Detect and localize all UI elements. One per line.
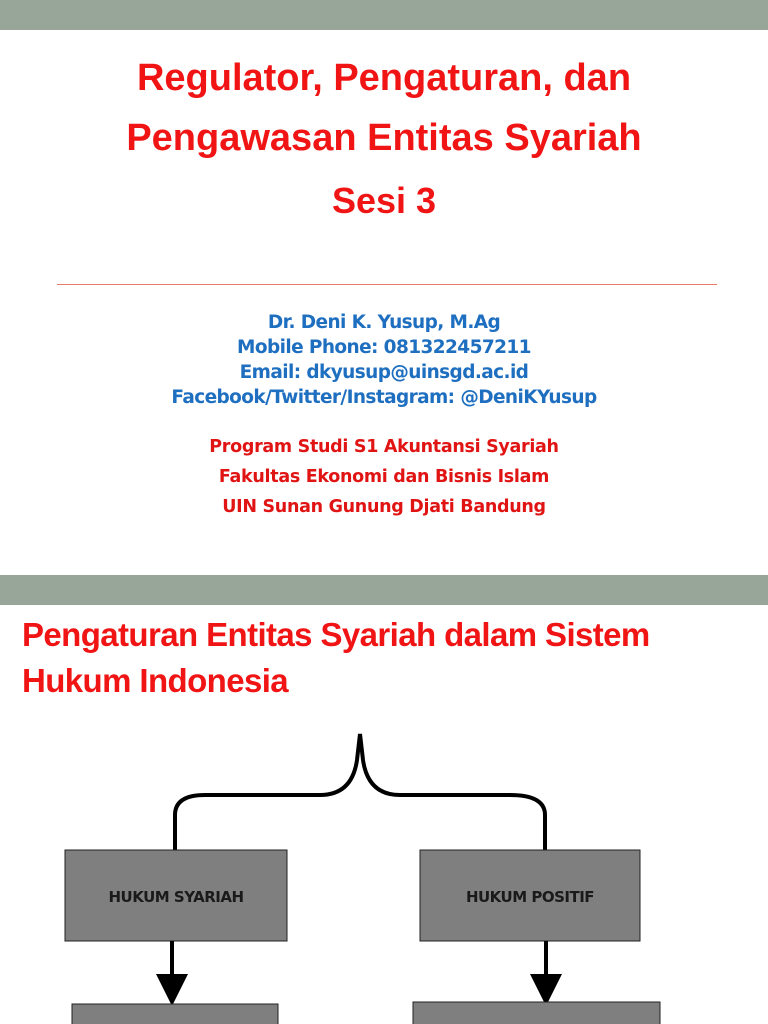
session-label: Sesi 3 [331, 180, 437, 221]
node-child-right [413, 1002, 660, 1024]
title-divider [57, 284, 717, 285]
slide1-title-line2: Pengawasan Entitas Syariah [126, 117, 642, 159]
slide-separator-band [0, 575, 768, 605]
slide2-title-line2: Hukum Indonesia [22, 662, 289, 699]
node-hukum-positif-label: HUKUM POSITIF [465, 888, 595, 906]
slide2-title-line1: Pengaturan Entitas Syariah dalam Sistem [22, 616, 650, 653]
author-name: Dr. Deni K. Yusup, M.Ag [267, 312, 501, 333]
slide2-title [22, 612, 762, 704]
node-child-left [72, 1004, 278, 1024]
author-email: Email: dkyusup@uinsgd.ac.id [239, 362, 529, 383]
node-hukum-syariah-label: HUKUM SYARIAH [108, 888, 244, 906]
affiliation-faculty: Fakultas Ekonomi dan Bisnis Islam [218, 467, 550, 487]
author-block [0, 310, 768, 410]
slide1-title-line1: Regulator, Pengaturan, dan [136, 57, 632, 99]
author-social: Facebook/Twitter/Instagram: @DeniKYusup [171, 387, 597, 408]
slide-top-band [0, 0, 768, 30]
law-system-diagram [0, 720, 768, 1024]
affiliation-university: UIN Sunan Gunung Djati Bandung [222, 497, 546, 517]
affiliation-program: Program Studi S1 Akuntansi Syariah [209, 437, 559, 457]
author-phone: Mobile Phone: 081322457211 [237, 337, 531, 358]
slide1-title [0, 48, 768, 168]
brace-connector [175, 734, 545, 850]
affiliation-block [0, 432, 768, 522]
